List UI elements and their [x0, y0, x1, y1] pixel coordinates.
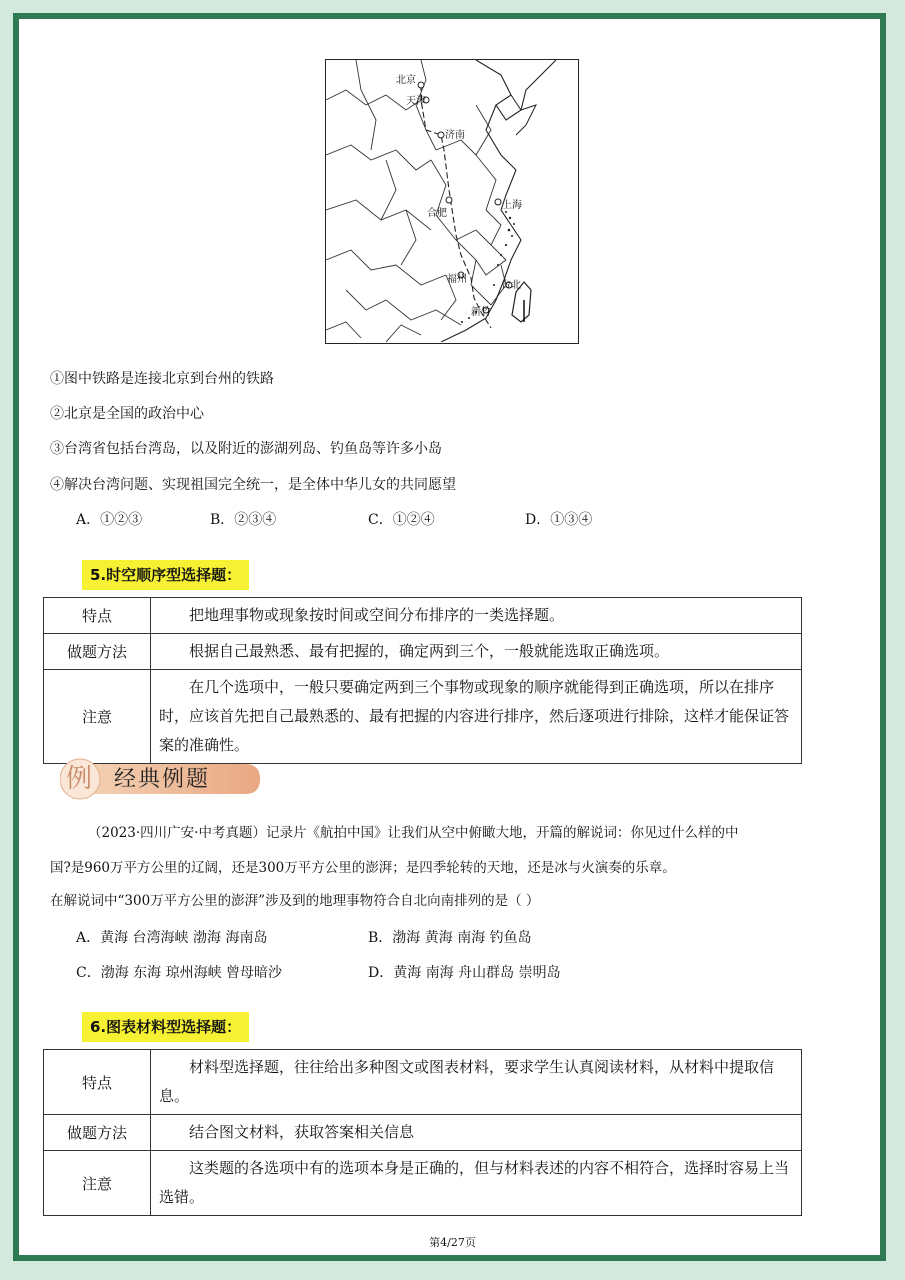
example-option-d: D．黄海 南海 舟山群岛 崇明岛	[368, 965, 561, 981]
map-label-shanghai: 上海	[502, 200, 522, 211]
example-line-3: 在解说词中“300万平方公里的澎湃”涉及到的地理事物符合自北向南排列的是（ ）	[50, 893, 540, 909]
q1-option-b: B．②③④	[210, 512, 277, 528]
table-row	[44, 670, 802, 764]
row-value: 根据自己最熟悉、最有把握的，确定两到三个，一般就能选取正确选项。	[151, 634, 802, 670]
section-6-table	[43, 1049, 802, 1216]
example-banner	[60, 758, 260, 800]
row-value: 材料型选择题，往往给出多种图文或图表材料，要求学生认真阅读材料，从材料中提取信息。	[151, 1050, 802, 1115]
row-value: 把地理事物或现象按时间或空间分布排序的一类选择题。	[151, 598, 802, 634]
example-line-2: 国?是960万平方公里的辽阔，还是300万平方公里的澎湃；是四季轮转的天地，还是冰与火演奏的乐章。	[50, 860, 676, 876]
statement-1: ①图中铁路是连接北京到台州的铁路	[50, 371, 274, 387]
row-key: 特点	[44, 598, 151, 634]
row-key: 做题方法	[44, 1115, 151, 1151]
example-option-a: A．黄海 台湾海峡 渤海 海南岛	[76, 930, 268, 946]
example-line-1: （2023·四川广安·中考真题）记录片《航拍中国》让我们从空中俯瞰大地，开篇的解说词：你见过什么样的中	[88, 825, 739, 841]
row-value: 在几个选项中，一般只要确定两到三个事物或现象的顺序就能得到正确选项，所以在排序时，应该首先把自己最熟悉的、最有把握的内容进行排序，然后逐项进行排除，这样才能保证答案的准确性。	[151, 670, 802, 764]
example-option-c: C．渤海 东海 琼州海峡 曾母暗沙	[76, 965, 283, 981]
map-label-fuzhou: 福州	[447, 274, 467, 285]
map-drawing	[326, 60, 577, 342]
row-key: 做题方法	[44, 634, 151, 670]
q1-option-a: A．①②③	[76, 512, 143, 528]
row-key: 特点	[44, 1050, 151, 1115]
table-row	[44, 598, 802, 634]
statement-2: ②北京是全国的政治中心	[50, 406, 204, 422]
example-option-b: B．渤海 黄海 南海 钓鱼岛	[368, 930, 532, 946]
q1-option-d: D．①③④	[525, 512, 593, 528]
map-label-hefei: 合肥	[427, 208, 447, 219]
table-row	[44, 1151, 802, 1216]
page-number: 第4/27页	[429, 1236, 476, 1249]
table-row	[44, 1115, 802, 1151]
railway-map	[325, 59, 579, 344]
example-banner-text: 经典例题	[114, 767, 211, 792]
table-row	[44, 1050, 802, 1115]
statement-4: ④解决台湾问题、实现祖国完全统一，是全体中华儿女的共同愿望	[50, 477, 456, 493]
map-label-beijing: 北京	[396, 75, 416, 86]
row-key: 注意	[44, 1151, 151, 1216]
section-6-title: 6.图表材料型选择题：	[82, 1012, 249, 1042]
table-row	[44, 634, 802, 670]
statement-3: ③台湾省包括台湾岛，以及附近的澎湖列岛、钓鱼岛等许多小岛	[50, 441, 442, 457]
map-label-tianjin: 天津	[406, 96, 426, 107]
map-label-jinan: 济南	[445, 130, 465, 141]
example-char: 例	[66, 764, 93, 794]
row-value: 结合图文材料，获取答案相关信息	[151, 1115, 802, 1151]
section-5-title: 5.时空顺序型选择题：	[82, 560, 249, 590]
row-value: 这类题的各选项中有的选项本身是正确的，但与材料表述的内容不相符合，选择时容易上当选错。	[151, 1151, 802, 1216]
q1-option-c: C．①②④	[368, 512, 435, 528]
map-label-taipei: 台北	[501, 280, 521, 291]
section-5-table	[43, 597, 802, 764]
map-label-xinzhu: 新竹	[471, 307, 491, 318]
row-key: 注意	[44, 670, 151, 764]
